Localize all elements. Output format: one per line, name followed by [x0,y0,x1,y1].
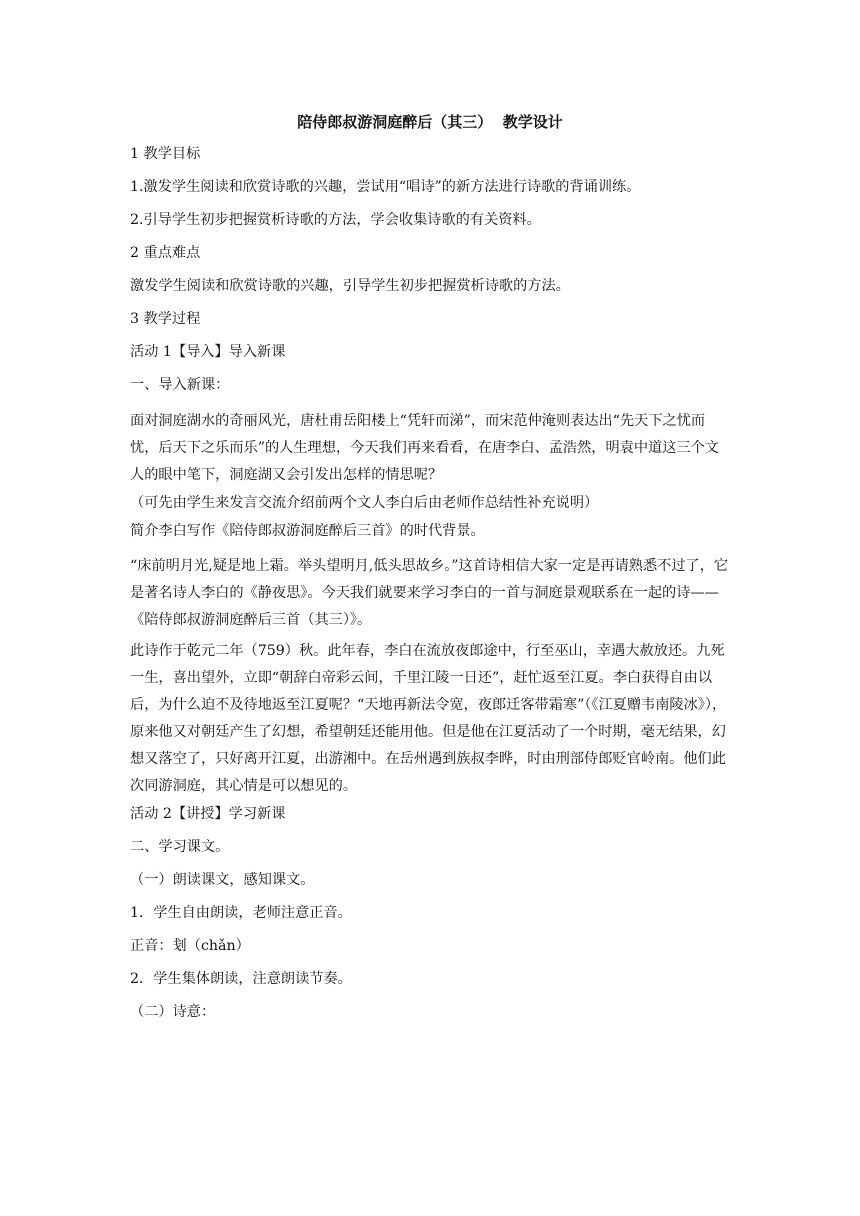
objective-2: 2.引导学生初步把握赏析诗歌的方法，学会收集诗歌的有关资料。 [130,212,541,228]
objective-1: 1.激发学生阅读和欣赏诗歌的兴趣，尝试用“唱诗”的新方法进行诗歌的背诵训练。 [130,179,641,195]
activity-1-heading: 活动 1【导入】导入新课 [130,344,286,360]
intro-note: （可先由学生来发言交流介绍前两个文人李白后由老师作总结性补充说明） [130,495,599,511]
section-intro-heading: 一、导入新课： [130,377,230,393]
background-intro: 简介李白写作《陪侍郎叔游洞庭醉后三首》的时代背景。 [130,523,485,539]
intro-paragraph: 面对洞庭湖水的奇丽风光，唐杜甫岳阳楼上“凭轩而涕”，而宋范仲淹则表达出“先天下之忧而忧，后天下之乐而乐”的人生理想，今天我们再来看看，在唐李白、孟浩然，明袁中道这三个文人的眼中笔下，洞庭湖又会引发出怎样的情思呢？ [130,413,719,483]
document-body [130,144,730,1035]
section-study-heading: 二、学习课文。 [130,839,230,855]
subsection-meaning-heading: （二）诗意： [130,1004,216,1020]
key-points-text: 激发学生阅读和欣赏诗歌的兴趣，引导学生初步把握赏析诗歌的方法。 [130,278,570,294]
activity-2-heading: 活动 2【讲授】学习新课 [130,806,286,822]
step-1-text: 1．学生自由朗读，老师注意正音。 [130,905,352,921]
subsection-reading-heading: （一）朗读课文，感知课文。 [130,872,315,888]
history-paragraph: 此诗作于乾元二年（759）秋。此年春，李白在流放夜郎途中，行至巫山，幸遇大赦放还。九死一生，喜出望外，立即“朝辞白帝彩云间，千里江陵一日还”，赶忙返至江夏。李白获得自由以后，为什么迫不及待地返至江夏呢？“天地再新法令宽，夜郎迁客带霜寒”（《江夏赠韦南陵冰》），原来他又对朝廷产生了幻想，希望朝廷还能用他。但是他在江夏活动了一个时期，毫无结果，幻想又落空了，只好离开江夏，出游湘中。在岳州遇到族叔李晔，时由刑部侍郎贬官岭南。他们此次同游洞庭，其心情是可以想见的。 [130,643,727,794]
heading-key-points: 2 重点难点 [130,245,201,261]
heading-process: 3 教学过程 [130,311,201,327]
heading-objectives: 1 教学目标 [130,146,201,162]
step-2-text: 2．学生集体朗读，注意朗读节奏。 [130,971,352,987]
poem-intro-paragraph: “床前明月光,疑是地上霜。举头望明月,低头思故乡。”这首诗相信大家一定是再请熟悉不过了，它是著名诗人李白的《静夜思》。今天我们就要来学习李白的一首与洞庭景观联系在一起的诗——《陪侍郎叔游洞庭醉后三首（其三）》。 [130,558,729,628]
pronunciation-note: 正音：刬（chǎn） [130,938,250,954]
document-title: 陪侍郎叔游洞庭醉后（其三） 教学设计 [297,113,563,131]
